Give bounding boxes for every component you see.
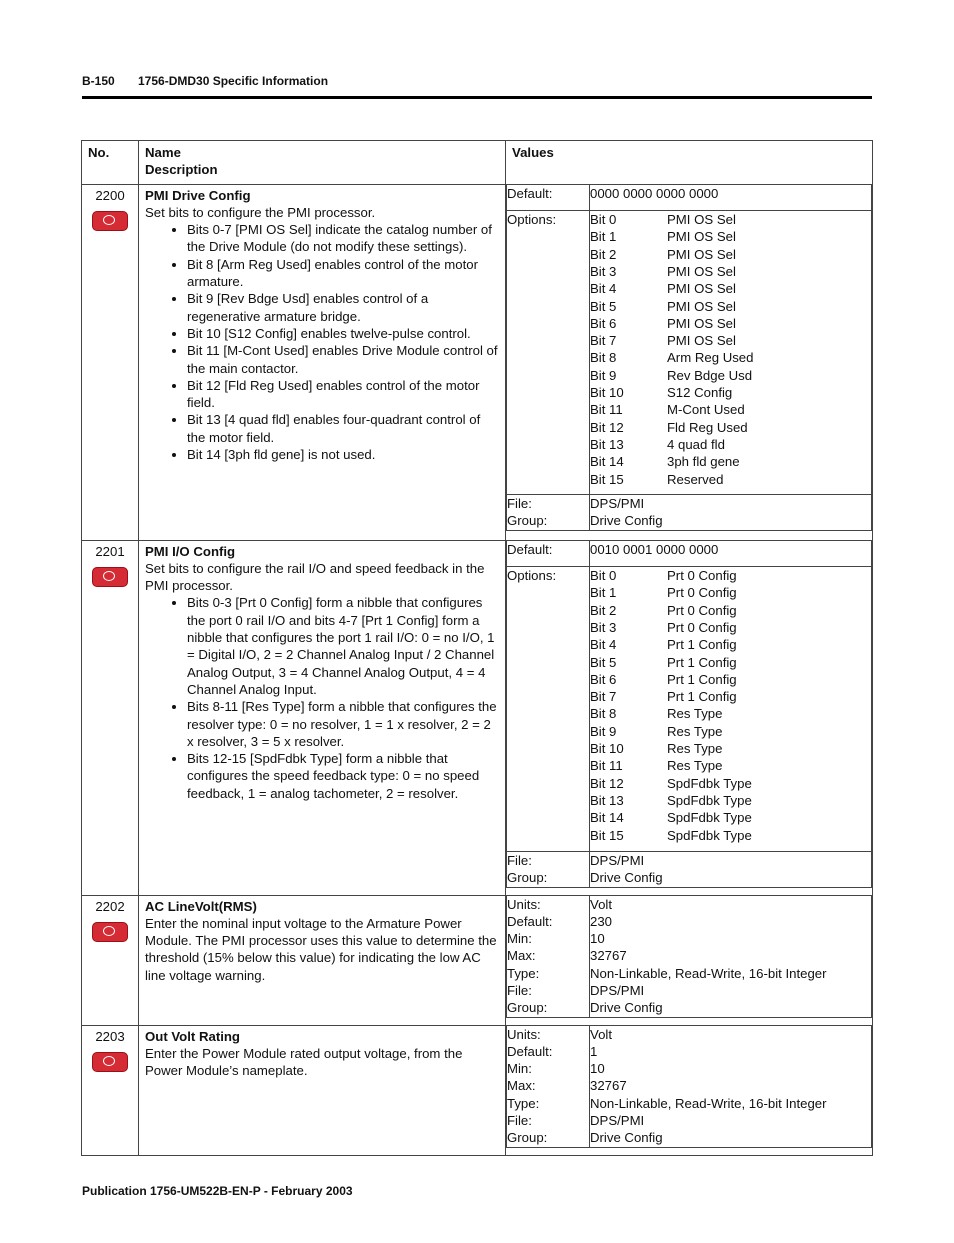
bit-label: Bit 2 — [590, 246, 617, 262]
attribute-line: Volt — [590, 896, 612, 912]
file-value: DPS/PMI — [590, 496, 645, 512]
options-label: Options: — [507, 211, 590, 495]
stop-required-icon — [92, 1052, 128, 1072]
param-intro: Set bits to configure the rail I/O and speed feedback in the PMI processor. — [145, 560, 485, 594]
attribute-line: Max: — [507, 948, 536, 964]
attribute-line: Min: — [507, 1061, 532, 1077]
attribute-line: Type: — [507, 1095, 540, 1111]
group-value: Drive Config — [590, 513, 663, 529]
bullet-item: • Bit 11 [M-Cont Used] enables Drive Module control of the main contactor. — [187, 342, 499, 377]
bit-label: Bit 5 — [590, 654, 617, 670]
attribute-line: Non-Linkable, Read-Write, 16-bit Integer — [590, 965, 827, 981]
bit-label: Bit 14 — [590, 454, 624, 470]
file-label: File: — [507, 853, 532, 869]
bullet-item: • Bit 12 [Fld Reg Used] enables control of the motor field. — [187, 377, 499, 412]
bullet-item: • Bits 8-11 [Res Type] form a nibble that configures the resolver type: 0 = no resolver, 1 = 1 x resolver, 2 = 2 x resolver, 3 = 5 x resolver. — [187, 698, 499, 750]
bit-label: Bit 12 — [590, 775, 624, 791]
bit-options — [590, 567, 871, 844]
attribute-line: File: — [507, 983, 532, 999]
param-values-cell — [506, 184, 873, 540]
bit-label: Bit 4 — [590, 637, 617, 653]
bit-name: Prt 0 Config — [667, 619, 737, 635]
attribute-line: Type: — [507, 965, 540, 981]
bit-label: Bit 2 — [590, 602, 617, 618]
bit-name: Prt 1 Config — [667, 671, 737, 687]
param-values-cell — [506, 1025, 873, 1155]
param-values-cell — [506, 895, 873, 1025]
bit-name: Res Type — [667, 723, 723, 739]
attribute-values — [590, 1026, 872, 1148]
bit-name: Fld Reg Used — [667, 419, 748, 435]
bit-name: Rev Bdge Usd — [667, 367, 753, 383]
bullet-item: • Bit 14 [3ph fld gene] is not used. — [187, 446, 499, 463]
bit-label: Bit 15 — [590, 471, 624, 487]
page-header — [82, 74, 328, 88]
parameter-row-2200 — [82, 184, 873, 540]
bit-name: PMI OS Sel — [667, 298, 736, 314]
group-value: Drive Config — [590, 870, 663, 886]
param-description-cell — [139, 895, 506, 1025]
param-description: Enter the nominal input voltage to the Armature Power Module. The PMI processor uses this value to determine the threshold (15% below this value) for indicating the low AC line voltage warning. — [145, 915, 497, 983]
attribute-values — [590, 896, 872, 1018]
parameter-table — [81, 140, 873, 1156]
attribute-labels — [507, 896, 590, 1018]
bit-name: Res Type — [667, 706, 723, 722]
bit-name: PMI OS Sel — [667, 229, 736, 245]
param-number: 2200 — [95, 187, 125, 203]
bit-name: Prt 0 Config — [667, 585, 737, 601]
attribute-line: Units: — [507, 1026, 541, 1042]
bit-name: PMI OS Sel — [667, 315, 736, 331]
bit-name: SpdFdbk Type — [667, 775, 752, 791]
attribute-line: Group: — [507, 1000, 548, 1016]
param-number-cell — [82, 1025, 139, 1155]
param-name: AC LineVolt(RMS) — [145, 898, 257, 914]
bit-name: Res Type — [667, 758, 723, 774]
bit-label: Bit 9 — [590, 367, 617, 383]
param-intro: Set bits to configure the PMI processor. — [145, 204, 376, 220]
param-number: 2201 — [95, 543, 125, 559]
table-header-row — [82, 141, 873, 185]
attribute-line: Group: — [507, 1130, 548, 1146]
bit-label: Bit 11 — [590, 758, 623, 774]
bit-label: Bit 7 — [590, 689, 617, 705]
param-name: PMI I/O Config — [145, 543, 236, 559]
bit-label: Bit 6 — [590, 671, 617, 687]
attribute-line: Default: — [507, 1043, 553, 1059]
file-label: File: — [507, 496, 532, 512]
bit-label: Bit 14 — [590, 810, 624, 826]
bit-name: M-Cont Used — [667, 402, 745, 418]
bit-name: Prt 1 Config — [667, 654, 737, 670]
bit-label: Bit 1 — [590, 585, 617, 601]
bit-label: Bit 0 — [590, 568, 617, 584]
bullet-item: • Bit 9 [Rev Bdge Usd] enables control of a regenerative armature bridge. — [187, 290, 499, 325]
param-name: Out Volt Rating — [145, 1028, 240, 1044]
param-number: 2203 — [95, 1028, 125, 1044]
group-label: Group: — [507, 870, 548, 886]
bit-name: SpdFdbk Type — [667, 792, 752, 808]
header-name: Name — [145, 145, 181, 160]
bit-label: Bit 7 — [590, 333, 617, 349]
attribute-line: File: — [507, 1113, 532, 1129]
options-label: Options: — [507, 567, 590, 852]
bit-name: PMI OS Sel — [667, 333, 736, 349]
attribute-line: Drive Config — [590, 1000, 663, 1016]
bit-label: Bit 12 — [590, 419, 624, 435]
bit-name: PMI OS Sel — [667, 246, 736, 262]
bit-label: Bit 3 — [590, 619, 617, 635]
param-description-cell — [139, 184, 506, 540]
bullet-item: • Bit 10 [S12 Config] enables twelve-pulse control. — [187, 325, 499, 342]
attribute-line: 1 — [590, 1043, 598, 1059]
bit-label: Bit 0 — [590, 212, 617, 228]
bit-label: Bit 1 — [590, 229, 617, 245]
param-description: Enter the Power Module rated output voltage, from the Power Module’s nameplate. — [145, 1045, 463, 1079]
bit-name: 3ph fld gene — [667, 454, 740, 470]
bullet-item: • Bits 0-3 [Prt 0 Config] form a nibble that configures the port 0 rail I/O and bits 4-7 [Prt 1 Config] form a nibble that configures the port 1 rail I/O: 0 = no I/O, 1 = Digital I/O, 2 = 2 Channel Analog Input / 2 Channel Analog Output, 3 = 4 Channel Analog Output, 4 = 4 Channel Analog Input. — [187, 594, 499, 698]
default-value: 0010 0001 0000 0000 — [590, 541, 872, 567]
bit-name: SpdFdbk Type — [667, 827, 752, 843]
default-label: Default: — [507, 541, 590, 567]
attribute-line: 32767 — [590, 1078, 627, 1094]
bit-label: Bit 10 — [590, 741, 624, 757]
bit-label: Bit 13 — [590, 436, 624, 452]
bit-name: PMI OS Sel — [667, 263, 736, 279]
bullet-item: • Bits 0-7 [PMI OS Sel] indicate the catalog number of the Drive Module (do not modify these settings). — [187, 221, 499, 256]
default-value: 0000 0000 0000 0000 — [590, 185, 872, 211]
bit-name: Reserved — [667, 471, 724, 487]
header-description: Description — [145, 162, 218, 178]
stop-required-icon — [92, 567, 128, 587]
attribute-line: 230 — [590, 913, 613, 929]
bit-name: Prt 1 Config — [667, 689, 737, 705]
header-name-description — [139, 141, 506, 185]
bullet-list — [145, 594, 499, 802]
param-values-cell — [506, 540, 873, 895]
bit-name: PMI OS Sel — [667, 281, 736, 297]
page-header-title: 1756-DMD30 Specific Information — [138, 74, 329, 88]
bit-name: SpdFdbk Type — [667, 810, 752, 826]
default-label: Default: — [507, 185, 590, 211]
stop-required-icon — [92, 922, 128, 942]
bit-name: Arm Reg Used — [667, 350, 754, 366]
bit-label: Bit 3 — [590, 263, 617, 279]
attribute-line: Volt — [590, 1026, 612, 1042]
param-number-cell — [82, 184, 139, 540]
attribute-line: 10 — [590, 1061, 605, 1077]
header-no: No. — [82, 141, 139, 185]
bit-label: Bit 4 — [590, 281, 617, 297]
page-footer: Publication 1756-UM522B-EN-P - February 2003 — [82, 1184, 353, 1198]
bit-label: Bit 13 — [590, 792, 624, 808]
bullet-item: • Bit 13 [4 quad fld] enables four-quadrant control of the motor field. — [187, 411, 499, 446]
bit-label: Bit 11 — [590, 402, 623, 418]
bit-name: PMI OS Sel — [667, 212, 736, 228]
param-number-cell — [82, 540, 139, 895]
bit-label: Bit 9 — [590, 723, 617, 739]
attribute-line: Min: — [507, 931, 532, 947]
bit-options — [590, 211, 871, 488]
attribute-line: DPS/PMI — [590, 1113, 645, 1129]
bullet-list — [145, 221, 499, 463]
bit-name: S12 Config — [667, 385, 733, 401]
parameter-row-2202 — [82, 895, 873, 1025]
param-description-cell — [139, 1025, 506, 1155]
param-number: 2202 — [95, 898, 125, 914]
param-name: PMI Drive Config — [145, 187, 251, 203]
bit-label: Bit 8 — [590, 350, 617, 366]
param-description-cell — [139, 540, 506, 895]
bullet-item: • Bit 8 [Arm Reg Used] enables control of the motor armature. — [187, 256, 499, 291]
group-label: Group: — [507, 513, 548, 529]
attribute-line: Units: — [507, 896, 541, 912]
bit-name: 4 quad fld — [667, 436, 725, 452]
attribute-line: Default: — [507, 913, 553, 929]
parameter-row-2201 — [82, 540, 873, 895]
attribute-line: Non-Linkable, Read-Write, 16-bit Integer — [590, 1095, 827, 1111]
param-number-cell — [82, 895, 139, 1025]
bit-label: Bit 5 — [590, 298, 617, 314]
bit-name: Prt 1 Config — [667, 637, 737, 653]
attribute-line: DPS/PMI — [590, 983, 645, 999]
bit-name: Prt 0 Config — [667, 602, 737, 618]
attribute-line: Max: — [507, 1078, 536, 1094]
header-values: Values — [506, 141, 873, 185]
bit-label: Bit 10 — [590, 385, 624, 401]
parameter-row-2203 — [82, 1025, 873, 1155]
attribute-line: Drive Config — [590, 1130, 663, 1146]
page-number: B-150 — [82, 74, 115, 88]
bit-label: Bit 6 — [590, 315, 617, 331]
attribute-line: 32767 — [590, 948, 627, 964]
bit-name: Prt 0 Config — [667, 568, 737, 584]
bit-name: Res Type — [667, 741, 723, 757]
bullet-item: • Bits 12-15 [SpdFdbk Type] form a nibble that configures the speed feedback type: 0 = no speed feedback, 1 = analog tachometer, 2 = resolver. — [187, 750, 499, 802]
attribute-line: 10 — [590, 931, 605, 947]
file-value: DPS/PMI — [590, 853, 645, 869]
attribute-labels — [507, 1026, 590, 1148]
stop-required-icon — [92, 211, 128, 231]
header-rule — [82, 96, 872, 99]
bit-label: Bit 8 — [590, 706, 617, 722]
bit-label: Bit 15 — [590, 827, 624, 843]
